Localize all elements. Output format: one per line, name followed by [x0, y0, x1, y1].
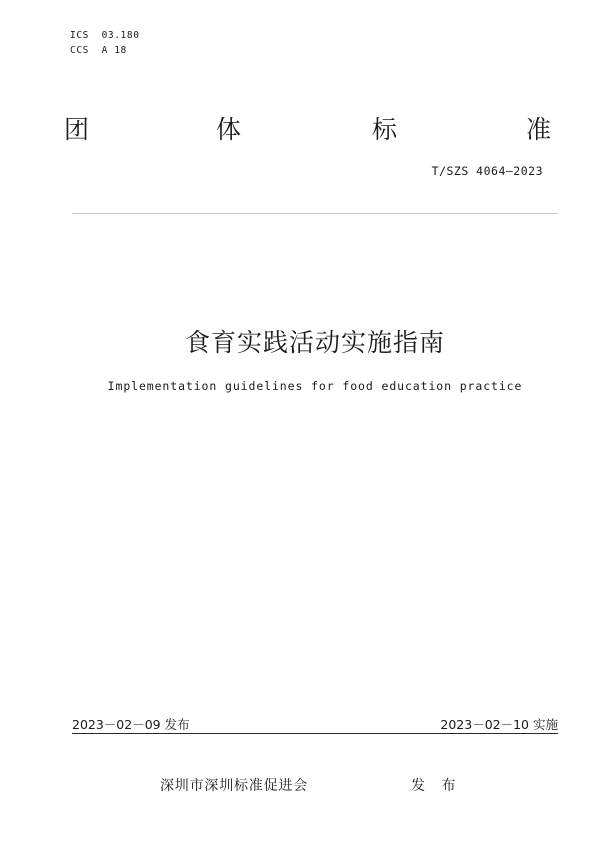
issue-date: 2023－02－09 发布 — [72, 717, 190, 732]
classification-codes — [70, 28, 140, 58]
implementation-date: 2023－02－10 实施 — [440, 717, 558, 732]
doc-type-char-4: 准 — [526, 115, 552, 144]
document-type-heading — [64, 113, 564, 147]
standard-number: T/SZS 4064—2023 — [431, 164, 543, 178]
ccs-code: CCS A 18 — [70, 45, 127, 56]
doc-type-char-1: 团 — [64, 115, 90, 144]
ics-code: ICS 03.180 — [70, 30, 140, 41]
publish-label: 发 布 — [411, 778, 462, 794]
publisher-name: 深圳市深圳标准促进会 — [160, 778, 308, 794]
title-chinese: 食育实践活动实施指南 — [184, 328, 445, 357]
doc-type-char-3: 标 — [372, 115, 398, 144]
top-divider — [72, 213, 558, 214]
doc-type-char-2: 体 — [216, 115, 242, 144]
bottom-divider — [72, 733, 558, 734]
title-english: Implementation guidelines for food education practice — [107, 379, 523, 393]
